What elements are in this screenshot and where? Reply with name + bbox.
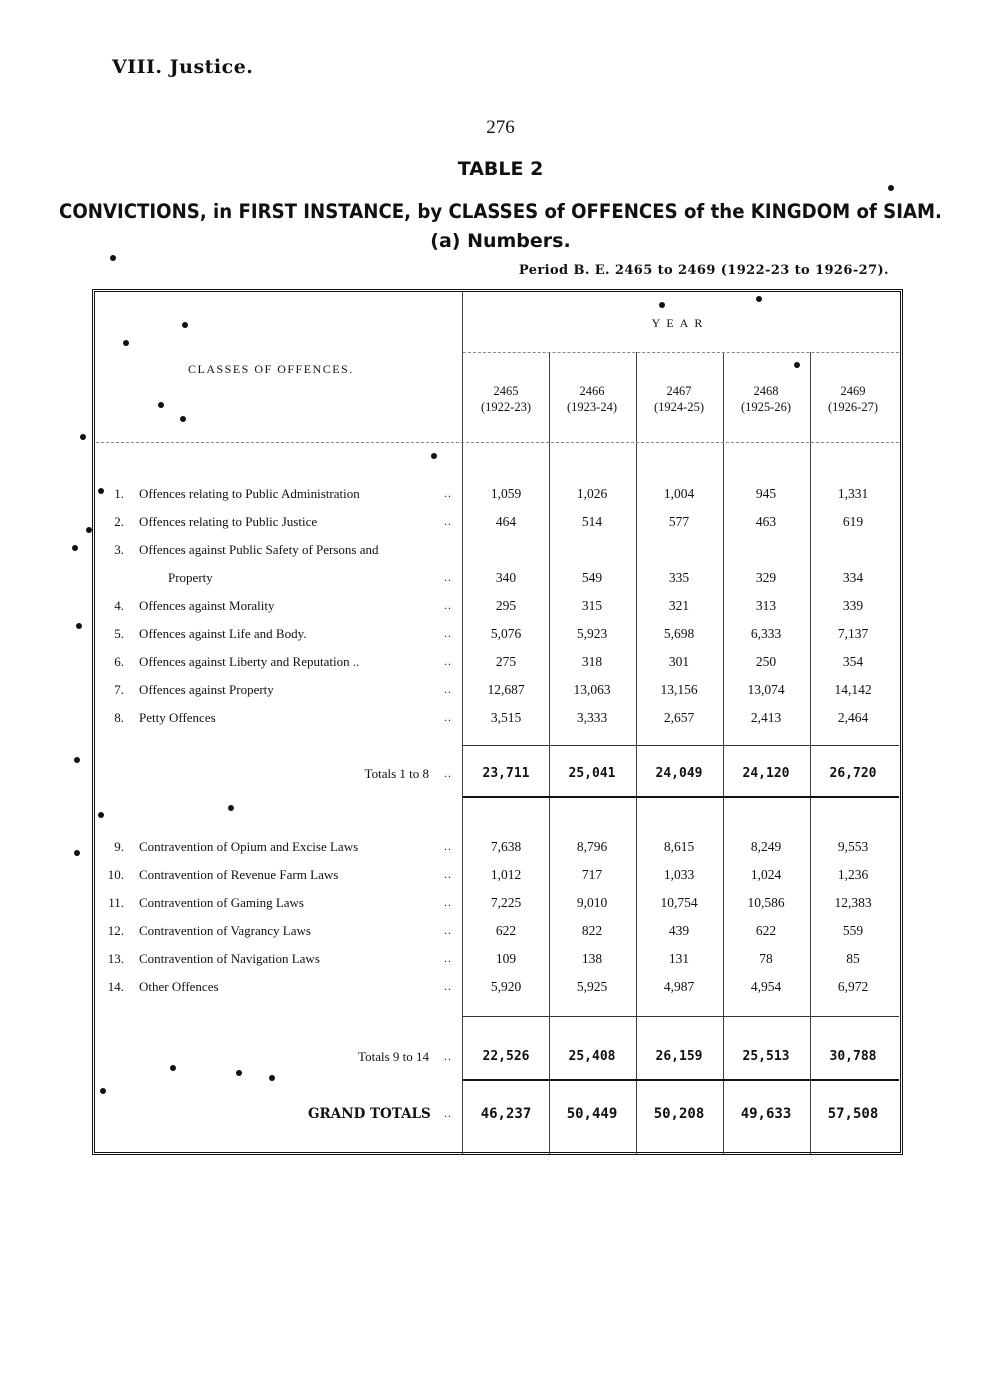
row-number: 10.: [107, 867, 124, 882]
table-cell: 14,142: [834, 682, 872, 697]
column-rule: [810, 352, 811, 1154]
print-speck: [72, 545, 78, 551]
table-cell: 577: [668, 514, 690, 529]
table-cell: 85: [846, 951, 860, 966]
print-speck: [74, 757, 80, 763]
print-speck: [123, 340, 129, 346]
year-span: (1924-25): [654, 400, 704, 414]
table-cell: 549: [581, 570, 603, 585]
header-rule: [463, 352, 899, 353]
row-label: Contravention of Opium and Excise Laws: [139, 839, 359, 854]
leader-dots: ..: [444, 766, 452, 780]
table-cell: 275: [495, 654, 517, 669]
table-cell: 339: [842, 598, 864, 613]
year-column-header: [463, 383, 549, 415]
row-number: 14.: [107, 979, 124, 994]
table-cell: 313: [755, 598, 777, 613]
row-label: Offences against Public Safety of Persons and: [139, 542, 379, 557]
table-cell: 4,987: [663, 979, 695, 994]
table-cell: 109: [495, 951, 517, 966]
year-label: 2468: [753, 384, 779, 398]
totals-cell: 25,408: [568, 1049, 616, 1064]
row-label: Offences relating to Public Justice: [139, 514, 318, 529]
leader-dots: ..: [444, 895, 452, 909]
table-cell: 4,954: [750, 979, 782, 994]
print-speck: [86, 527, 92, 533]
year-column-header: [810, 383, 896, 415]
totals-cell: 25,041: [568, 766, 616, 781]
table-cell: 2,657: [663, 710, 695, 725]
print-speck: [659, 302, 665, 308]
leader-dots: ..: [444, 626, 452, 640]
print-speck: [228, 805, 234, 811]
leader-dots: ..: [444, 1106, 452, 1120]
print-speck: [74, 850, 80, 856]
table-cell: 7,638: [490, 839, 522, 854]
leader-dots: ..: [444, 654, 452, 668]
period-note: Period B. E. 2465 to 2469 (1922-23 to 1926-27).: [518, 263, 889, 278]
table-cell: 559: [842, 923, 864, 938]
year-span: (1925-26): [741, 400, 791, 414]
row-label: Contravention of Revenue Farm Laws: [139, 867, 339, 882]
leader-dots: ..: [444, 598, 452, 612]
print-speck: [236, 1070, 242, 1076]
table-cell: 464: [495, 514, 517, 529]
table-cell: 3,333: [576, 710, 608, 725]
row-label: Offences against Life and Body.: [139, 626, 307, 641]
year-column-header: [636, 383, 722, 415]
column-rule: [636, 352, 637, 1154]
table-cell: 138: [581, 951, 603, 966]
rule: [463, 745, 899, 746]
table-title: CONVICTIONS, in FIRST INSTANCE, by CLASSES of OFFENCES of the KINGDOM of SIAM.: [59, 200, 942, 223]
year-label: 2469: [840, 384, 866, 398]
page-number: 276: [486, 117, 515, 138]
grand-totals-cell: 49,633: [740, 1106, 792, 1122]
row-label: Offences against Morality: [139, 598, 275, 613]
table-cell: 822: [581, 923, 603, 938]
table-cell: 12,383: [834, 895, 872, 910]
print-speck: [110, 255, 116, 261]
print-speck: [180, 416, 186, 422]
table-cell: 622: [495, 923, 517, 938]
leader-dots: ..: [444, 867, 452, 881]
leader-dots: ..: [444, 951, 452, 965]
year-span: (1926-27): [828, 400, 878, 414]
grand-totals-cell: 57,508: [827, 1106, 879, 1122]
table-cell: 439: [668, 923, 690, 938]
leader-dots: ..: [444, 1049, 452, 1063]
table-cell: 3,515: [490, 710, 522, 725]
year-label: 2467: [666, 384, 692, 398]
table-cell: 131: [668, 951, 690, 966]
row-label: Contravention of Gaming Laws: [139, 895, 304, 910]
table-cell: 5,698: [663, 626, 695, 641]
table-cell: 250: [755, 654, 777, 669]
table-cell: 8,615: [663, 839, 695, 854]
table-cell: 295: [495, 598, 517, 613]
table-cell: 1,012: [490, 867, 522, 882]
table-cell: 9,010: [576, 895, 608, 910]
table-cell: 2,464: [837, 710, 869, 725]
row-number: 9.: [114, 839, 124, 854]
totals-cell: 26,720: [829, 766, 877, 781]
table-cell: 1,059: [490, 486, 522, 501]
table-cell: 2,413: [750, 710, 782, 725]
totals-cell: 30,788: [829, 1049, 877, 1064]
table-cell: 945: [755, 486, 777, 501]
row-label: Other Offences: [139, 979, 219, 994]
table-cell: 1,331: [837, 486, 869, 501]
print-speck: [100, 1088, 106, 1094]
row-label: Offences against Liberty and Reputation ..: [139, 654, 360, 669]
table-cell: 7,225: [490, 895, 522, 910]
leader-dots: ..: [444, 710, 452, 724]
year-label: 2466: [579, 384, 605, 398]
leader-dots: ..: [444, 923, 452, 937]
row-number: 3.: [114, 542, 124, 557]
year-span: (1922-23): [481, 400, 531, 414]
table-cell: 321: [668, 598, 690, 613]
totals-cell: 24,049: [655, 766, 703, 781]
table-cell: 13,156: [660, 682, 698, 697]
table-cell: 10,754: [660, 895, 698, 910]
row-label: Offences relating to Public Administration: [139, 486, 360, 501]
row-number: 1.: [114, 486, 124, 501]
table-cell: 1,004: [663, 486, 695, 501]
table-cell: 329: [755, 570, 777, 585]
row-number: 12.: [107, 923, 124, 938]
table-cell: 8,249: [750, 839, 782, 854]
table-cell: 301: [668, 654, 690, 669]
table-cell: 7,137: [837, 626, 869, 641]
year-header: YEAR: [651, 316, 709, 330]
table-cell: 13,063: [573, 682, 611, 697]
grand-totals-cell: 46,237: [480, 1106, 532, 1122]
row-label: Contravention of Navigation Laws: [139, 951, 320, 966]
leader-dots: ..: [444, 839, 452, 853]
row-number: 7.: [114, 682, 124, 697]
print-speck: [170, 1065, 176, 1071]
totals-label: Totals 1 to 8: [364, 766, 429, 781]
column-rule: [549, 352, 550, 1154]
table-cell: 514: [581, 514, 603, 529]
print-speck: [756, 296, 762, 302]
row-number: 8.: [114, 710, 124, 725]
row-number: 6.: [114, 654, 124, 669]
totals-cell: 24,120: [742, 766, 790, 781]
section-heading: VIII. Justice.: [112, 56, 254, 78]
year-label: 2465: [493, 384, 519, 398]
table-cell: 5,925: [576, 979, 608, 994]
leader-dots: ..: [444, 979, 452, 993]
row-number: 13.: [107, 951, 124, 966]
table-cell: 318: [581, 654, 603, 669]
grand-totals-cell: 50,449: [566, 1106, 618, 1122]
print-speck: [794, 362, 800, 368]
row-label: Petty Offences: [139, 710, 216, 725]
table-subtitle: (a) Numbers.: [430, 230, 571, 252]
print-speck: [431, 453, 437, 459]
table-cell: 335: [668, 570, 690, 585]
print-speck: [80, 434, 86, 440]
year-span: (1923-24): [567, 400, 617, 414]
classes-header: CLASSES OF OFFENCES.: [188, 362, 354, 376]
rule: [463, 796, 899, 798]
totals-cell: 25,513: [742, 1049, 790, 1064]
print-speck: [76, 623, 82, 629]
row-number: 4.: [114, 598, 124, 613]
totals-cell: 26,159: [655, 1049, 703, 1064]
row-number: 2.: [114, 514, 124, 529]
year-column-header: [723, 383, 809, 415]
table-cell: 13,074: [747, 682, 785, 697]
rule: [463, 1016, 899, 1017]
print-speck: [888, 185, 894, 191]
print-speck: [182, 322, 188, 328]
table-cell: 354: [842, 654, 864, 669]
year-column-header: [549, 383, 635, 415]
table-cell: 1,024: [750, 867, 782, 882]
table-cell: 5,923: [576, 626, 608, 641]
table-cell: 9,553: [837, 839, 869, 854]
row-label: Offences against Property: [139, 682, 274, 697]
table-cell: 315: [581, 598, 603, 613]
grand-totals-label: GRAND TOTALS: [308, 1106, 431, 1122]
rule: [463, 1079, 899, 1081]
column-rule: [723, 352, 724, 1154]
table-cell: 1,026: [576, 486, 608, 501]
header-rule: [96, 442, 899, 443]
table-label: TABLE 2: [457, 158, 544, 180]
table-cell: 6,972: [837, 979, 869, 994]
table-cell: 10,586: [747, 895, 785, 910]
print-speck: [269, 1075, 275, 1081]
print-speck: [98, 488, 104, 494]
table-cell: 717: [581, 867, 603, 882]
table-cell: 463: [755, 514, 777, 529]
row-label: Contravention of Vagrancy Laws: [139, 923, 311, 938]
row-number: 11.: [108, 895, 124, 910]
table-cell: 1,236: [837, 867, 869, 882]
row-label-continued: Property: [168, 570, 213, 585]
table-cell: 340: [495, 570, 517, 585]
print-speck: [158, 402, 164, 408]
totals-cell: 22,526: [482, 1049, 530, 1064]
totals-label: Totals 9 to 14: [358, 1049, 429, 1064]
table-cell: 12,687: [487, 682, 525, 697]
table-cell: 1,033: [663, 867, 695, 882]
table-cell: 78: [759, 951, 773, 966]
leader-dots: ..: [444, 514, 452, 528]
table-cell: 5,920: [490, 979, 522, 994]
leader-dots: ..: [444, 486, 452, 500]
table-cell: 6,333: [750, 626, 782, 641]
table-cell: 622: [755, 923, 777, 938]
table-cell: 334: [842, 570, 864, 585]
leader-dots: ..: [444, 570, 452, 584]
leader-dots: ..: [444, 682, 452, 696]
row-number: 5.: [114, 626, 124, 641]
table-cell: 8,796: [576, 839, 608, 854]
totals-cell: 23,711: [482, 766, 530, 781]
table-cell: 619: [842, 514, 864, 529]
table-cell: 5,076: [490, 626, 522, 641]
grand-totals-cell: 50,208: [653, 1106, 705, 1122]
print-speck: [98, 812, 104, 818]
